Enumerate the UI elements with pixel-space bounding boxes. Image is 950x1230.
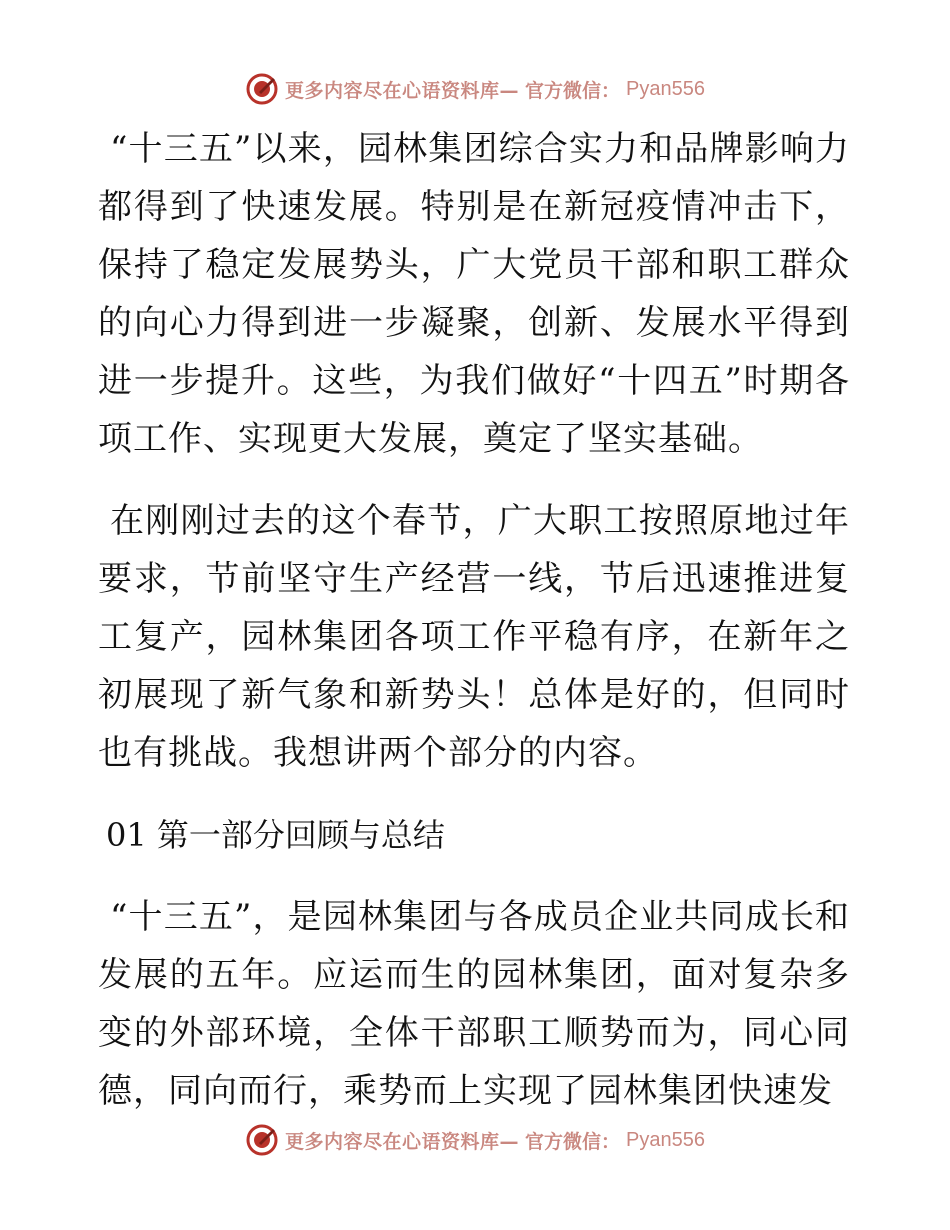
header-banner — [0, 72, 950, 106]
wechat-id: Pyan556 — [626, 1128, 705, 1151]
wechat-label: 官方微信： — [525, 79, 621, 102]
banner-text: 更多内容尽在心语资料库— — [285, 79, 520, 102]
paragraph-1: “十三五”以来，园林集团综合实力和品牌影响力都得到了快速发展。特别是在新冠疫情冲击下，保持了稳定发展势头，广大党员干部和职工群众的向心力得到进一步凝聚，创新、发展水平得到进一步提升。这些，为我们做好“十四五”时期各项工作、实现更大发展，奠定了坚实基础。 — [98, 129, 850, 459]
wechat-label: 官方微信： — [525, 1130, 621, 1153]
brand-logo-icon — [245, 72, 279, 106]
section-paragraph: “十三五”，是园林集团与各成员企业共同成长和发展的五年。应运而生的园林集团，面对复杂多变的外部环境，全体干部职工顺势而为，同心同德，同向而行，乘势而上实现了园林集团快速发 — [98, 897, 850, 1111]
wechat-id: Pyan556 — [626, 77, 705, 100]
paragraph-2: 在刚刚过去的这个春节，广大职工按照原地过年要求，节前坚守生产经营一线，节后迅速推进复工复产，园林集团各项工作平稳有序，在新年之初展现了新气象和新势头！总体是好的，但同时也有挑战。我想讲两个部分的内容。 — [98, 501, 850, 773]
document-body — [98, 120, 850, 1120]
brand-logo-icon — [245, 1123, 279, 1157]
footer-banner — [0, 1123, 950, 1157]
banner-text: 更多内容尽在心语资料库— — [285, 1130, 520, 1153]
section-heading: 01 第一部分回顾与总结 — [106, 816, 445, 854]
